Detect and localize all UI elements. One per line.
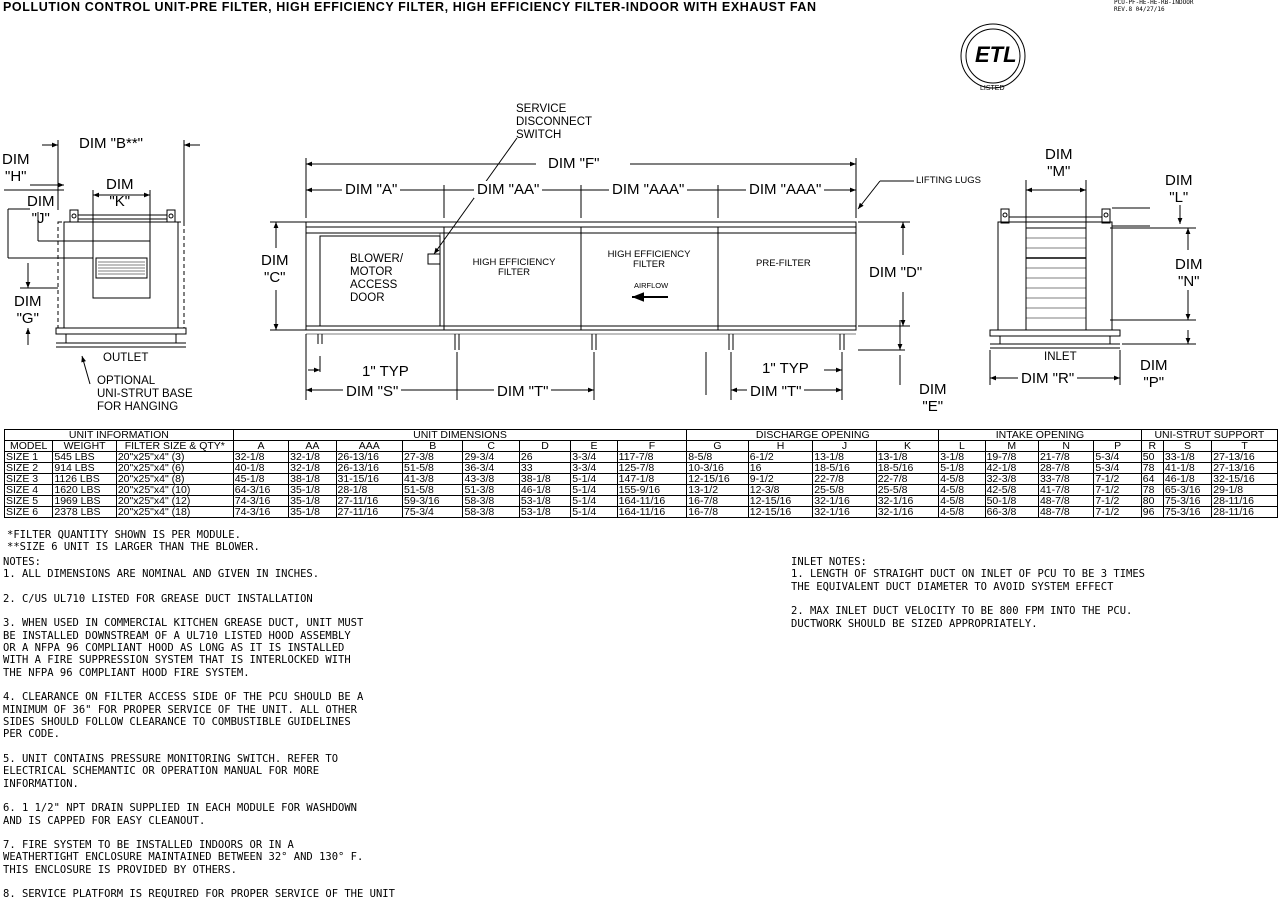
table-cell: 33-1/8 — [1163, 452, 1211, 463]
table-cell: 48-7/8 — [1038, 496, 1093, 507]
table-cell: 22-7/8 — [876, 474, 939, 485]
table-cell: 78 — [1141, 485, 1163, 496]
table-cell: 13-1/8 — [813, 452, 876, 463]
etl-logo-ring-text: LISTED — [980, 85, 1005, 92]
drawing-title: POLLUTION CONTROL UNIT-PRE FILTER, HIGH EFFICIENCY FILTER, HIGH EFFICIENCY FILTER-INDOOR WITH EXHAUST FAN — [3, 0, 817, 14]
column-header: K — [876, 441, 939, 452]
table-cell: 27-11/16 — [336, 496, 403, 507]
table-row — [5, 507, 1278, 518]
inlet-notes-heading: INLET NOTES: — [791, 556, 867, 568]
table-cell: 4-5/8 — [939, 507, 985, 518]
column-header: N — [1038, 441, 1093, 452]
table-cell: 46-1/8 — [519, 485, 570, 496]
table-cell: 5-1/8 — [939, 463, 985, 474]
table-cell: 18-5/16 — [876, 463, 939, 474]
notes-heading: NOTES: — [3, 556, 41, 568]
table-cell: 50 — [1141, 452, 1163, 463]
dim-c-label: DIM "C" — [258, 252, 292, 286]
dimension-table — [4, 429, 1278, 518]
table-cell: 75-3/4 — [403, 507, 463, 518]
table-row — [5, 485, 1278, 496]
table-cell: 16 — [748, 463, 812, 474]
note-item: 7. FIRE SYSTEM TO BE INSTALLED INDOORS OR IN A WEATHERTIGHT ENCLOSURE MAINTAINED BETWEEN 32° AND 130° F. THIS ENCLOSURE IS PROVIDED BY OTHERS. — [3, 838, 364, 876]
table-cell: 27-13/16 — [1212, 452, 1278, 463]
table-cell: 74-3/16 — [233, 507, 288, 518]
group-discharge-opening: DISCHARGE OPENING — [687, 430, 939, 441]
table-cell: 20"x25"x4" (8) — [116, 474, 233, 485]
note-item: 6. 1 1/2" NPT DRAIN SUPPLIED IN EACH MODULE FOR WASHDOWN AND IS CAPPED FOR EASY CLEANOUT. — [3, 802, 358, 827]
table-cell: 28-7/8 — [1038, 463, 1093, 474]
table-cell: SIZE 3 — [5, 474, 53, 485]
column-header: A — [233, 441, 288, 452]
table-cell: 58-3/8 — [463, 496, 519, 507]
disconnect-switch — [428, 254, 440, 264]
table-cell: 3-3/4 — [571, 463, 617, 474]
table-cell: 125-7/8 — [617, 463, 687, 474]
table-cell: SIZE 2 — [5, 463, 53, 474]
table-cell: 32-1/8 — [233, 452, 288, 463]
table-cell: 16-7/8 — [687, 507, 748, 518]
table-cell: 42-5/8 — [985, 485, 1038, 496]
group-intake-opening: INTAKE OPENING — [939, 430, 1142, 441]
column-header: D — [519, 441, 570, 452]
table-cell: 19-7/8 — [985, 452, 1038, 463]
table-cell: 51-5/8 — [403, 485, 463, 496]
table-cell: 5-1/4 — [571, 507, 617, 518]
table-cell: 5-1/4 — [571, 485, 617, 496]
dim-f-label: DIM "F" — [548, 155, 600, 172]
table-cell: 27-13/16 — [1212, 463, 1278, 474]
table-cell: 32-1/16 — [813, 496, 876, 507]
dim-p-label: DIM "P" — [1140, 357, 1168, 391]
table-cell: 20"x25"x4" (12) — [116, 496, 233, 507]
column-header: B — [403, 441, 463, 452]
dim-b-label: DIM "B**" — [76, 135, 146, 152]
airflow-label: AIRFLOW — [634, 281, 669, 290]
table-cell: 4-5/8 — [939, 496, 985, 507]
table-cell: 12-15/16 — [748, 496, 812, 507]
table-cell: 41-7/8 — [1038, 485, 1093, 496]
dim-m-label: DIM "M" — [1045, 146, 1073, 180]
table-cell: SIZE 4 — [5, 485, 53, 496]
table-cell: 45-1/8 — [233, 474, 288, 485]
table-cell: 32-3/8 — [985, 474, 1038, 485]
table-cell: 164-11/16 — [617, 496, 687, 507]
table-cell: 147-1/8 — [617, 474, 687, 485]
table-cell: 35-1/8 — [289, 496, 336, 507]
table-cell: 41-3/8 — [403, 474, 463, 485]
table-row — [5, 496, 1278, 507]
blower-outline-dashed — [58, 222, 184, 328]
table-cell: 32-1/16 — [876, 496, 939, 507]
table-cell: 1969 LBS — [53, 496, 116, 507]
column-header: J — [813, 441, 876, 452]
table-cell: 9-1/2 — [748, 474, 812, 485]
dim-l-label: DIM "L" — [1165, 172, 1193, 206]
table-cell: 7-1/2 — [1094, 496, 1141, 507]
table-cell: 80 — [1141, 496, 1163, 507]
table-cell: 28-1/8 — [336, 485, 403, 496]
table-cell: 32-1/16 — [813, 507, 876, 518]
table-cell: 7-1/2 — [1094, 485, 1141, 496]
column-header: MODEL — [5, 441, 53, 452]
table-cell: 7-1/2 — [1094, 507, 1141, 518]
table-cell: 65-3/16 — [1163, 485, 1211, 496]
unistrut-base — [56, 328, 186, 334]
table-cell: 64 — [1141, 474, 1163, 485]
column-header: L — [939, 441, 985, 452]
lifting-lug — [167, 210, 175, 222]
table-cell: 21-7/8 — [1038, 452, 1093, 463]
lifting-lugs-label: LIFTING LUGS — [916, 175, 981, 186]
table-cell: 164-11/16 — [617, 507, 687, 518]
table-cell: 7-1/2 — [1094, 474, 1141, 485]
table-row — [5, 452, 1278, 463]
column-header: E — [571, 441, 617, 452]
general-notes — [3, 556, 395, 913]
table-cell: 5-1/4 — [571, 496, 617, 507]
dim-g-label: DIM "G" — [14, 293, 42, 327]
group-unit-information: UNIT INFORMATION — [5, 430, 234, 441]
table-cell: 8-5/8 — [687, 452, 748, 463]
table-cell: 28-11/16 — [1212, 507, 1278, 518]
table-cell: 3-3/4 — [571, 452, 617, 463]
dim-r-label: DIM "R" — [1018, 370, 1077, 387]
column-header: P — [1094, 441, 1141, 452]
table-footnotes: *FILTER QUANTITY SHOWN IS PER MODULE. **SIZE 6 UNIT IS LARGER THAN THE BLOWER. — [7, 529, 260, 554]
table-cell: 58-3/8 — [463, 507, 519, 518]
table-cell: 20"x25"x4" (3) — [116, 452, 233, 463]
column-header: M — [985, 441, 1038, 452]
table-cell: 20"x25"x4" (18) — [116, 507, 233, 518]
table-cell: 41-1/8 — [1163, 463, 1211, 474]
column-header: FILTER SIZE & QTY* — [116, 441, 233, 452]
table-cell: SIZE 5 — [5, 496, 53, 507]
table-cell: 36-3/4 — [463, 463, 519, 474]
note-item: 8. SERVICE PLATFORM IS REQUIRED FOR PROPER SERVICE OF THE UNIT — [3, 888, 395, 901]
table-cell: 51-5/8 — [403, 463, 463, 474]
group-unistrut-support: UNI-STRUT SUPPORT — [1141, 430, 1277, 441]
table-cell: 32-1/8 — [289, 452, 336, 463]
inlet-side-view — [990, 180, 1196, 385]
inlet-label: INLET — [1044, 351, 1077, 363]
table-cell: 12-15/16 — [687, 474, 748, 485]
dim-j-label: DIM "J" — [27, 193, 55, 227]
table-cell: 75-3/16 — [1163, 496, 1211, 507]
dim-d-label: DIM "D" — [866, 264, 925, 281]
table-cell: 33 — [519, 463, 570, 474]
dim-h-label: DIM "H" — [2, 151, 30, 185]
table-cell: 53-1/8 — [519, 496, 570, 507]
inlet-opening — [1026, 228, 1086, 330]
table-cell: 914 LBS — [53, 463, 116, 474]
column-header: T — [1212, 441, 1278, 452]
column-header: F — [617, 441, 687, 452]
note-item: 4. CLEARANCE ON FILTER ACCESS SIDE OF THE PCU SHOULD BE A MINIMUM OF 36" FOR PROPER SERVICE OF THE UNIT. ALL OTHER SIDES SHOULD FOLLOW CLEARANCE TO COMBUSTIBLE GUIDELINES PER CODE. — [3, 691, 364, 741]
table-cell: 13-1/8 — [876, 452, 939, 463]
table-cell: 20"x25"x4" (10) — [116, 485, 233, 496]
table-cell: 12-15/16 — [748, 507, 812, 518]
table-cell: 35-1/8 — [289, 485, 336, 496]
table-cell: SIZE 1 — [5, 452, 53, 463]
table-cell: 53-1/8 — [519, 507, 570, 518]
table-cell: 25-5/8 — [813, 485, 876, 496]
table-cell: 18-5/16 — [813, 463, 876, 474]
note-item: 1. ALL DIMENSIONS ARE NOMINAL AND GIVEN IN INCHES. — [3, 568, 320, 581]
table-cell: 26-13/16 — [336, 452, 403, 463]
dim-e-label: DIM "E" — [919, 381, 947, 415]
table-cell: 16-7/8 — [687, 496, 748, 507]
table-cell: 20"x25"x4" (6) — [116, 463, 233, 474]
outlet-cabinet — [64, 222, 178, 328]
column-header: AAA — [336, 441, 403, 452]
inlet-note-item: 2. MAX INLET DUCT VELOCITY TO BE 800 FPM INTO THE PCU. DUCTWORK SHOULD BE SIZED APPROPRIATELY. — [791, 605, 1133, 630]
dim-s-label: DIM "S" — [343, 383, 401, 400]
table-row — [5, 463, 1278, 474]
dim-n-label: DIM "N" — [1172, 256, 1206, 290]
table-cell: 27-11/16 — [336, 507, 403, 518]
table-cell: 31-15/16 — [336, 474, 403, 485]
table-cell: 4-5/8 — [939, 485, 985, 496]
table-cell: 29-3/4 — [463, 452, 519, 463]
table-cell: 50-1/8 — [985, 496, 1038, 507]
service-disconnect-label: SERVICE DISCONNECT SWITCH — [516, 103, 593, 141]
table-cell: 3-1/8 — [939, 452, 985, 463]
table-column-header-row — [5, 441, 1278, 452]
table-cell: 13-1/2 — [687, 485, 748, 496]
inlet-note-item: 1. LENGTH OF STRAIGHT DUCT ON INLET OF PCU TO BE 3 TIMES THE EQUIVALENT DUCT DIAMETER TO AVOID SYSTEM EFFECT — [791, 568, 1146, 593]
table-cell: 155-9/16 — [617, 485, 687, 496]
inlet-notes — [791, 556, 1145, 642]
typ-label-1: 1" TYP — [362, 363, 409, 380]
table-cell: 5-3/4 — [1094, 463, 1141, 474]
column-header: AA — [289, 441, 336, 452]
high-efficiency-filter-label-1: HIGH EFFICIENCY FILTER — [472, 257, 556, 278]
column-header: G — [687, 441, 748, 452]
table-cell: 35-1/8 — [289, 507, 336, 518]
lifting-lug — [70, 210, 78, 222]
table-cell: 78 — [1141, 463, 1163, 474]
table-cell: 33-7/8 — [1038, 474, 1093, 485]
note-item: 3. WHEN USED IN COMMERCIAL KITCHEN GREASE DUCT, UNIT MUST BE INSTALLED DOWNSTREAM OF A UL710 LISTED HOOD ASSEMBLY OR A NFPA 96 COMPLIANT HOOD AS LONG AS IT IS INSTALLED WITH A FIRE SUPPRESSION SYSTEM THAT IS INTERLOCKED WITH THE NFPA 96 COMPLIANT HOOD FIRE SYSTEM. — [3, 617, 364, 679]
table-cell: 74-3/16 — [233, 496, 288, 507]
table-cell: 10-3/16 — [687, 463, 748, 474]
blower-box — [93, 241, 150, 298]
optional-unistrut-label: OPTIONAL UNI-STRUT BASE FOR HANGING — [97, 375, 193, 413]
note-item: 5. UNIT CONTAINS PRESSURE MONITORING SWITCH. REFER TO ELECTRICAL SCHEMANTIC OR OPERATION MANUAL FOR MORE INFORMATION. — [3, 752, 339, 790]
pre-filter-label: PRE-FILTER — [756, 258, 811, 269]
technical-drawing — [0, 0, 1280, 430]
table-cell: 6-1/2 — [748, 452, 812, 463]
table-cell: 96 — [1141, 507, 1163, 518]
dim-k-label: DIM "K" — [106, 176, 134, 210]
table-cell: 43-3/8 — [463, 474, 519, 485]
table-cell: 32-1/16 — [876, 507, 939, 518]
table-cell: 117-7/8 — [617, 452, 687, 463]
table-cell: 51-3/8 — [463, 485, 519, 496]
table-cell: 42-1/8 — [985, 463, 1038, 474]
table-cell: 1620 LBS — [53, 485, 116, 496]
group-unit-dimensions: UNIT DIMENSIONS — [233, 430, 687, 441]
column-header: H — [748, 441, 812, 452]
table-cell: 46-1/8 — [1163, 474, 1211, 485]
table-cell: 38-1/8 — [519, 474, 570, 485]
table-cell: 5-3/4 — [1094, 452, 1141, 463]
outlet-side-view — [4, 140, 200, 384]
etl-logo-letters: ETL — [975, 42, 1017, 67]
table-cell: 27-3/8 — [403, 452, 463, 463]
high-efficiency-filter-label-2: HIGH EFFICIENCY FILTER — [607, 249, 691, 270]
dim-t-label-2: DIM "T" — [747, 383, 804, 400]
table-cell: 32-15/16 — [1212, 474, 1278, 485]
column-header: R — [1141, 441, 1163, 452]
table-cell: SIZE 6 — [5, 507, 53, 518]
table-cell: 28-11/16 — [1212, 496, 1278, 507]
table-cell: 26-13/16 — [336, 463, 403, 474]
table-cell: 75-3/16 — [1163, 507, 1211, 518]
table-cell: 32-1/8 — [289, 463, 336, 474]
table-cell: 40-1/8 — [233, 463, 288, 474]
table-cell: 12-3/8 — [748, 485, 812, 496]
table-cell: 59-3/16 — [403, 496, 463, 507]
dim-t-label-1: DIM "T" — [494, 383, 551, 400]
table-cell: 545 LBS — [53, 452, 116, 463]
dim-aaa-label-1: DIM "AAA" — [609, 181, 687, 198]
table-cell: 64-3/16 — [233, 485, 288, 496]
table-cell: 1126 LBS — [53, 474, 116, 485]
table-cell: 4-5/8 — [939, 474, 985, 485]
table-cell: 66-3/8 — [985, 507, 1038, 518]
table-cell: 25-5/8 — [876, 485, 939, 496]
table-cell: 48-7/8 — [1038, 507, 1093, 518]
table-cell: 2378 LBS — [53, 507, 116, 518]
table-cell: 5-1/4 — [571, 474, 617, 485]
dim-aaa-label-2: DIM "AAA" — [746, 181, 824, 198]
dim-a-label: DIM "A" — [342, 181, 400, 198]
blower-access-door-label: BLOWER/ MOTOR ACCESS DOOR — [350, 253, 404, 304]
note-item: 2. C/US UL710 LISTED FOR GREASE DUCT INSTALLATION — [3, 592, 313, 605]
table-cell: 29-1/8 — [1212, 485, 1278, 496]
outlet-label: OUTLET — [103, 352, 149, 364]
table-cell: 26 — [519, 452, 570, 463]
table-row — [5, 474, 1278, 485]
typ-label-2: 1" TYP — [762, 360, 809, 377]
table-group-header-row — [5, 430, 1278, 441]
table-cell: 22-7/8 — [813, 474, 876, 485]
document-id: PCU-PF-HE-HE-RB-INDOOR REV.8 04/27/16 — [1114, 0, 1194, 13]
dim-aa-label: DIM "AA" — [474, 181, 542, 198]
column-header: WEIGHT — [53, 441, 116, 452]
table-cell: 38-1/8 — [289, 474, 336, 485]
column-header: S — [1163, 441, 1211, 452]
column-header: C — [463, 441, 519, 452]
table-body — [5, 452, 1278, 518]
